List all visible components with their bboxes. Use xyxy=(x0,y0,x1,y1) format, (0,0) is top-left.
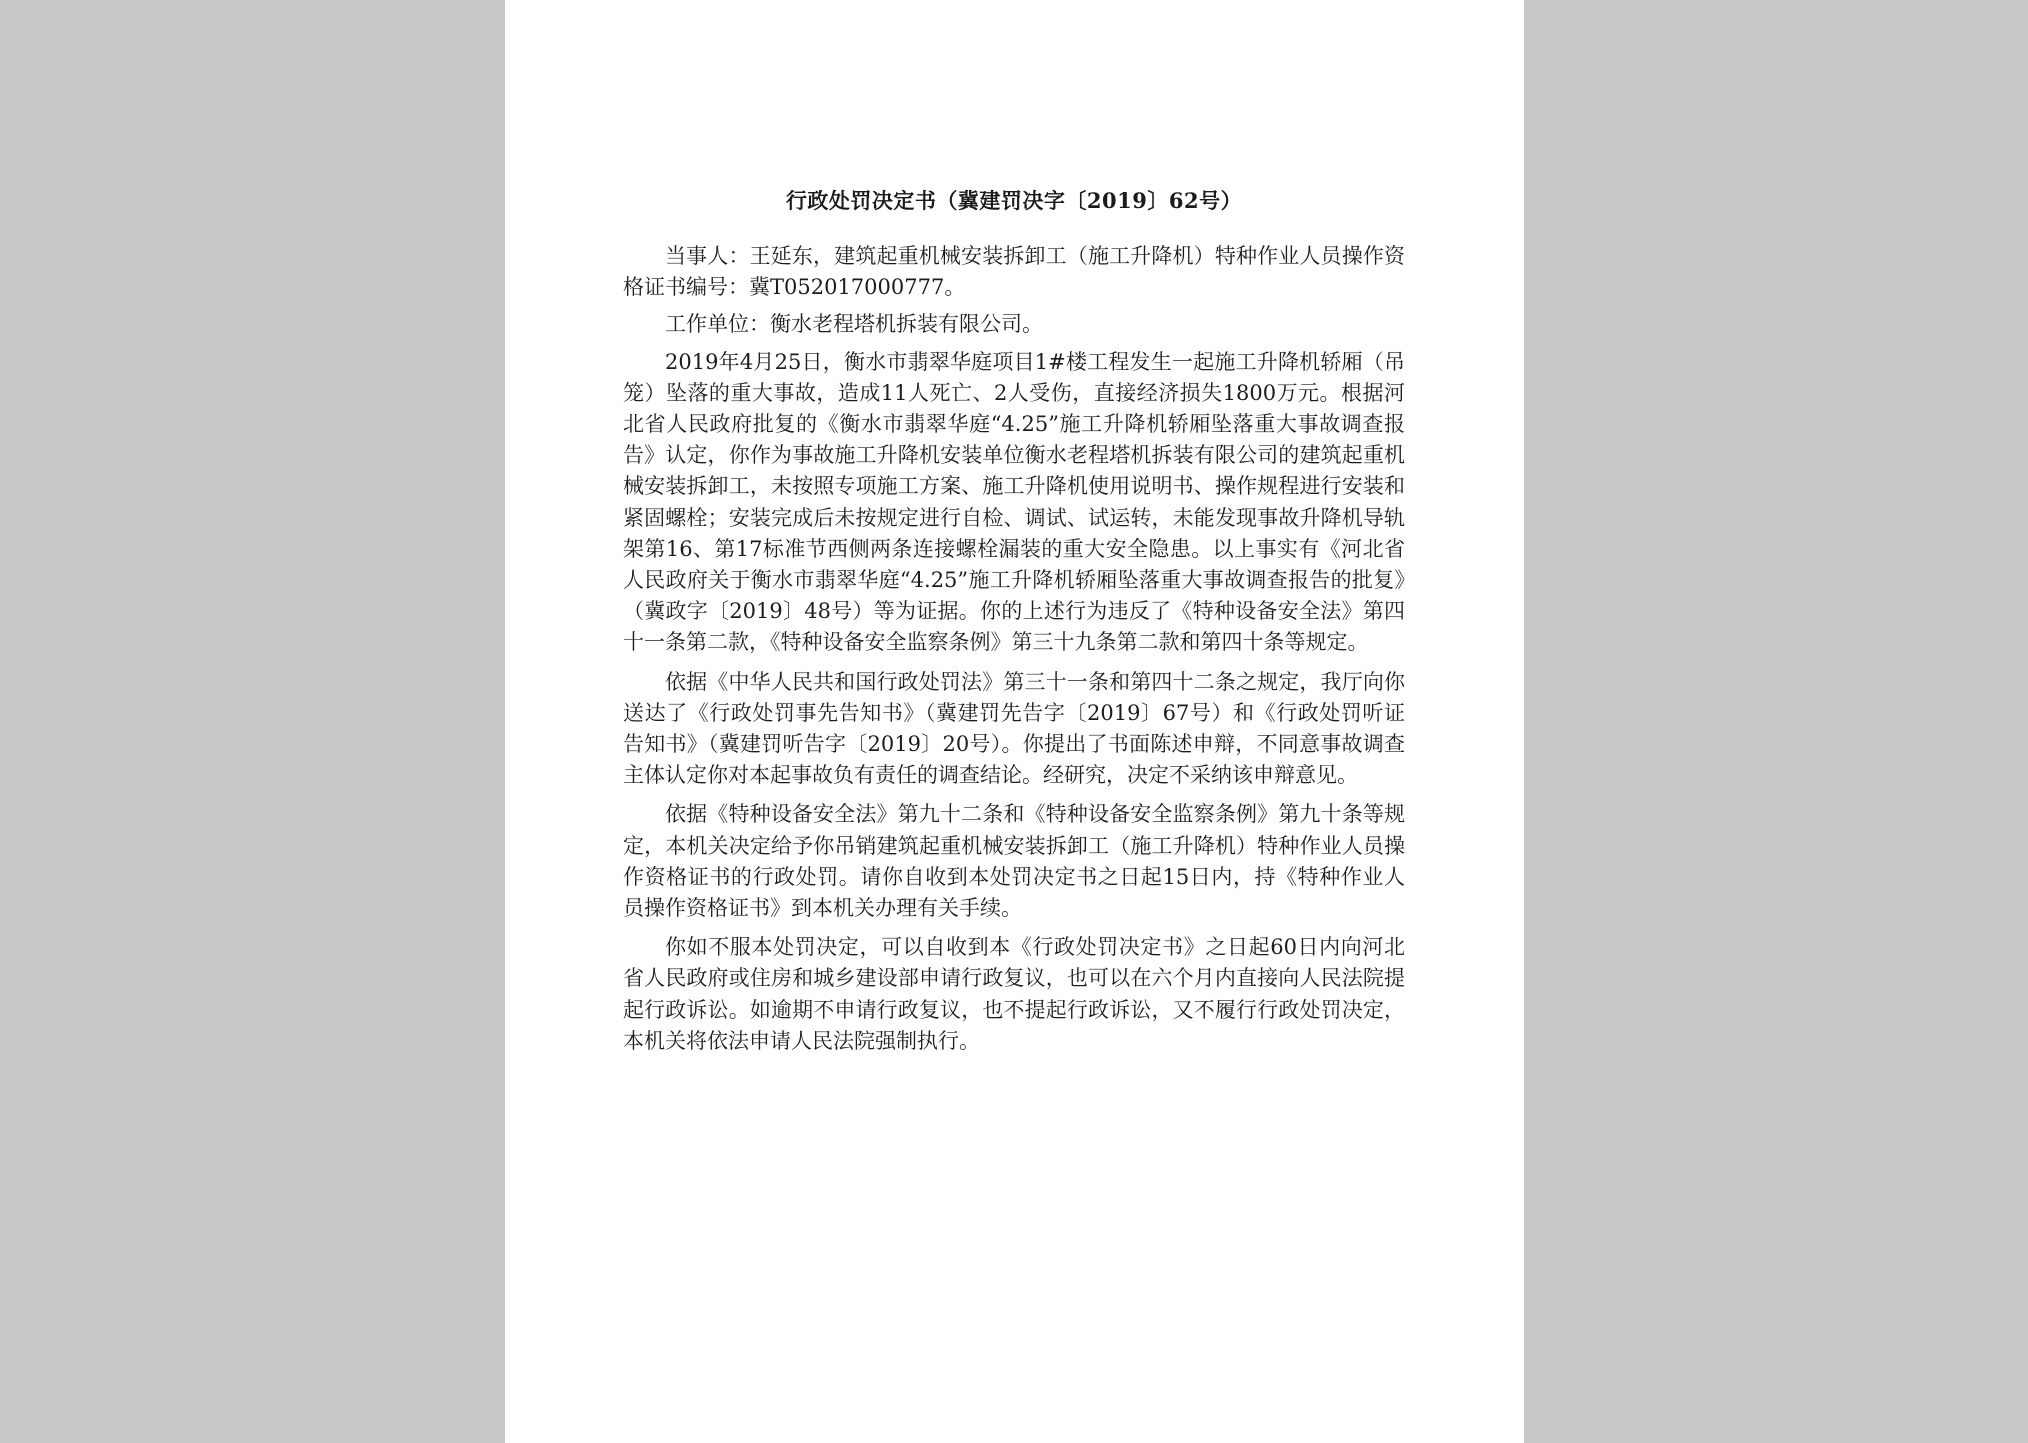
party-paragraph: 当事人：王延东，建筑起重机械安装拆卸工（施工升降机）特种作业人员操作资格证书编号：冀T052017000777。 xyxy=(623,244,1405,300)
document-body xyxy=(623,185,1405,1065)
employer-paragraph: 工作单位：衡水老程塔机拆装有限公司。 xyxy=(665,312,1043,337)
facts-paragraph: 2019年4月25日，衡水市翡翠华庭项目1#楼工程发生一起施工升降机轿厢（吊笼）坠落的重大事故，造成11人死亡、2人受伤，直接经济损失1800万元。根据河北省人民政府批复的《衡水市翡翠华庭“4.25”施工升降机轿厢坠落重大事故调查报告》认定，你作为事故施工升降机安装单位衡水老程塔机拆装有限公司的建筑起重机械安装拆卸工，未按照专项施工方案、施工升降机使用说明书、操作规程进行安装和紧固螺栓；安装完成后未按规定进行自检、调试、试运转，未能发现事故升降机导轨架第16、第17标准节西侧两条连接螺栓漏装的重大安全隐患。以上事实有《河北省人民政府关于衡水市翡翠华庭“4.25”施工升降机轿厢坠落重大事故调查报告的批复》（冀政字〔2019〕48号）等为证据。你的上述行为违反了《特种设备安全法》第四十一条第二款，《特种设备安全监察条例》第三十九条第二款和第四十条等规定。 xyxy=(623,349,1405,655)
decision-paragraph: 依据《特种设备安全法》第九十二条和《特种设备安全监察条例》第九十条等规定，本机关决定给予你吊销建筑起重机械安装拆卸工（施工升降机）特种作业人员操作资格证书的行政处罚。请你自收到本处罚决定书之日起15日内，持《特种作业人员操作资格证书》到本机关办理有关手续。 xyxy=(623,802,1405,921)
document-title: 行政处罚决定书（冀建罚决字〔2019〕62号） xyxy=(785,188,1243,213)
document-page xyxy=(505,0,1524,1443)
appeal-paragraph: 你如不服本处罚决定，可以自收到本《行政处罚决定书》之日起60日内向河北省人民政府或住房和城乡建设部申请行政复议，也可以在六个月内直接向人民法院提起行政诉讼。如逾期不申请行政复议，也不提起行政诉讼，又不履行行政处罚决定，本机关将依法申请人民法院强制执行。 xyxy=(623,935,1405,1053)
procedure-paragraph: 依据《中华人民共和国行政处罚法》第三十一条和第四十二条之规定，我厅向你送达了《行政处罚事先告知书》（冀建罚先告字〔2019〕67号）和《行政处罚听证告知书》（冀建罚听告字〔2019〕20号）。你提出了书面陈述申辩，不同意事故调查主体认定你对本起事故负有责任的调查结论。经研究，决定不采纳该申辩意见。 xyxy=(623,669,1405,788)
